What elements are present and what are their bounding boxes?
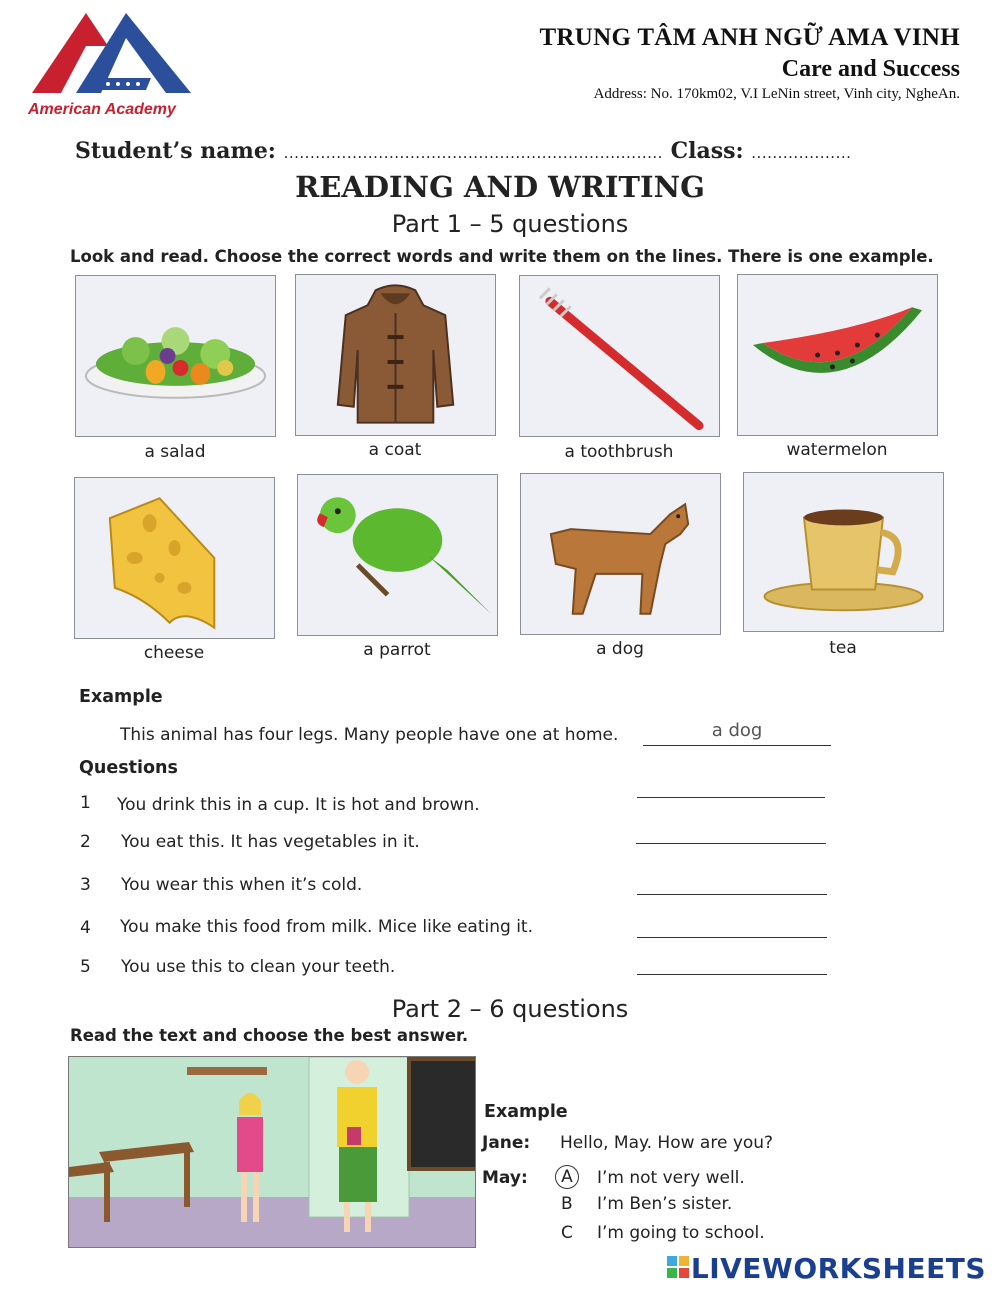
answer-line-1[interactable] <box>637 768 825 798</box>
example-text: This animal has four legs. Many people have one at home. <box>120 725 619 745</box>
part1-title: Part 1 – 5 questions <box>391 210 629 238</box>
answer-input-4[interactable] <box>637 908 827 937</box>
question-text: You make this food from milk. Mice like eating it. <box>120 917 533 937</box>
option-c[interactable]: C <box>561 1223 573 1243</box>
dog-icon <box>520 473 721 635</box>
motto: Care and Success <box>781 56 960 82</box>
answer-input-3[interactable] <box>637 865 827 894</box>
classroom-illustration <box>68 1056 476 1248</box>
option-b[interactable]: B <box>561 1194 573 1214</box>
parrot-icon <box>297 474 498 636</box>
question-text: You use this to clean your teeth. <box>121 957 396 977</box>
brand-text: LIVEWORKSHEETS <box>690 1252 986 1285</box>
answer-input-1[interactable] <box>637 768 825 797</box>
question-number: 2 <box>80 832 91 852</box>
student-name-label: Student’s name: <box>75 138 276 164</box>
page-title: READING AND WRITING <box>295 170 705 204</box>
class-field[interactable]: ................... <box>751 144 852 162</box>
caption-parrot: a parrot <box>363 640 431 660</box>
coat-icon <box>295 274 496 436</box>
option-letter-selected: A <box>555 1165 579 1189</box>
student-info-line <box>75 138 955 164</box>
watermelon-icon <box>737 274 938 436</box>
speaker-may: May: <box>482 1168 528 1188</box>
questions-label: Questions <box>79 758 178 778</box>
caption-tea: tea <box>829 638 857 658</box>
question-text: You drink this in a cup. It is hot and brown. <box>117 795 480 815</box>
toothbrush-icon <box>519 275 720 437</box>
answer-line-4[interactable] <box>637 908 827 938</box>
tea-icon <box>743 472 944 632</box>
liveworksheets-brand <box>667 1252 986 1285</box>
caption-toothbrush: a toothbrush <box>564 442 674 462</box>
part1-instruction: Look and read. Choose the correct words and write them on the lines. There is one example. <box>70 247 934 266</box>
class-label: Class: <box>670 138 744 164</box>
caption-salad: a salad <box>144 442 206 462</box>
caption-coat: a coat <box>368 440 422 460</box>
question-text: You eat this. It has vegetables in it. <box>121 832 420 852</box>
question-number: 5 <box>80 957 91 977</box>
question-number: 1 <box>80 793 91 813</box>
salad-icon <box>75 275 276 437</box>
part2-example-label: Example <box>484 1102 568 1122</box>
answer-input-5[interactable] <box>637 945 827 974</box>
part2-title: Part 2 – 6 questions <box>391 995 629 1023</box>
example-answer <box>643 716 831 745</box>
answer-input-2[interactable] <box>636 814 826 843</box>
answer-line-2[interactable] <box>636 814 826 844</box>
center-name: TRUNG TÂM ANH NGỮ AMA VINH <box>539 24 960 51</box>
caption-cheese: cheese <box>143 643 205 663</box>
caption-watermelon: watermelon <box>786 440 888 460</box>
question-number: 4 <box>80 918 91 938</box>
svg-text:American Academy: American Academy <box>28 101 176 118</box>
option-a-text: I’m not very well. <box>597 1168 745 1188</box>
american-academy-logo <box>26 8 196 123</box>
jane-line: Hello, May. How are you? <box>560 1133 774 1153</box>
speaker-jane: Jane: <box>482 1133 531 1153</box>
option-b-text: I’m Ben’s sister. <box>597 1194 733 1214</box>
example-answer-line <box>643 716 831 746</box>
part2-instruction: Read the text and choose the best answer. <box>70 1026 469 1045</box>
caption-dog: a dog <box>596 639 644 659</box>
address: Address: No. 170km02, V.I LeNin street, Vinh city, NgheAn. <box>593 86 960 102</box>
student-name-field[interactable]: ........................................................................ <box>283 144 663 162</box>
question-number: 3 <box>80 875 91 895</box>
liveworksheets-logo-icon <box>667 1254 691 1278</box>
answer-line-5[interactable] <box>637 945 827 975</box>
option-a[interactable] <box>555 1165 579 1189</box>
example-label: Example <box>79 687 163 707</box>
answer-line-3[interactable] <box>637 865 827 895</box>
cheese-icon <box>74 477 275 639</box>
question-text: You wear this when it’s cold. <box>121 875 363 895</box>
option-c-text: I’m going to school. <box>597 1223 765 1243</box>
